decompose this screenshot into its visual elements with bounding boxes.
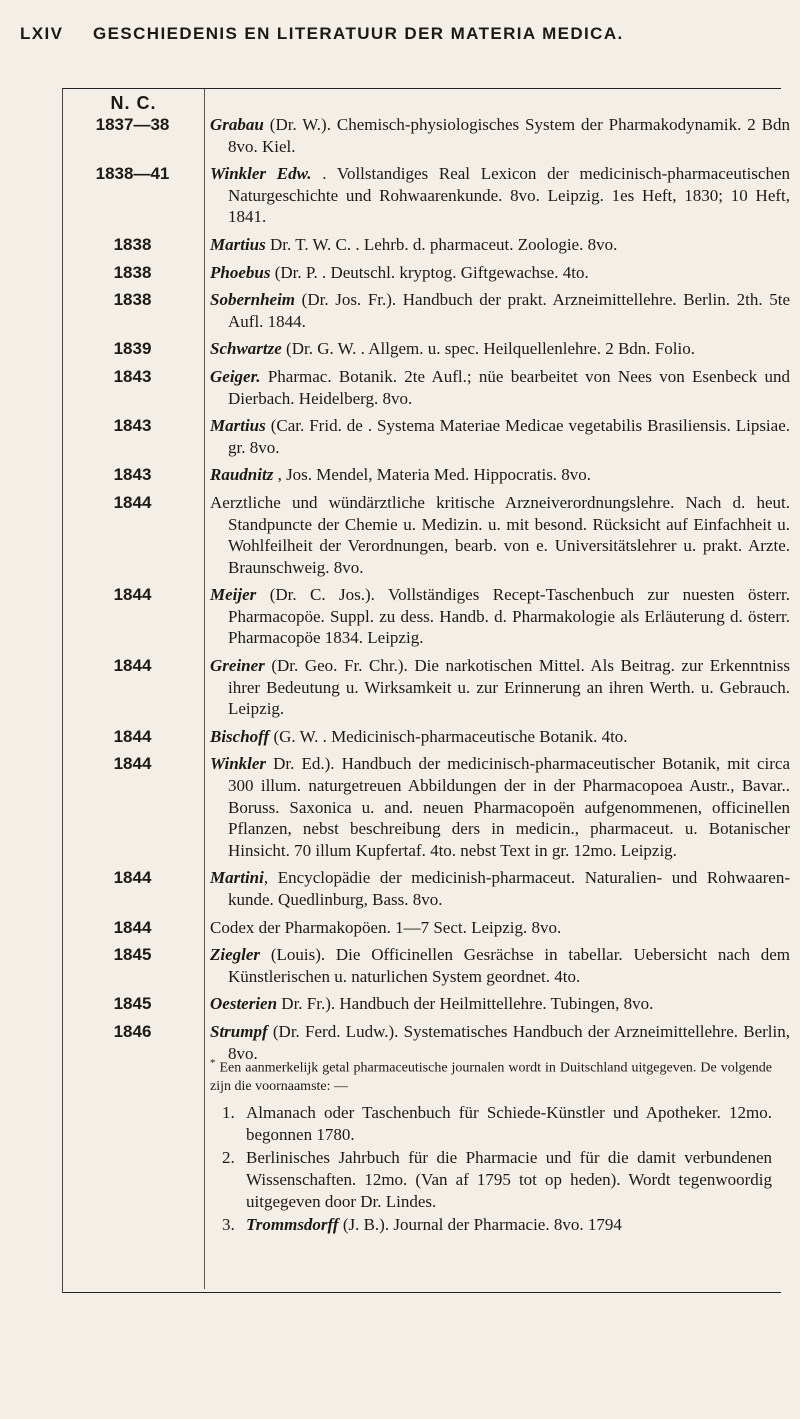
entry-description: (Dr. P. . Deutschl. kryptog. Giftgewachse. 4to.	[270, 262, 589, 282]
entry-text	[210, 944, 790, 987]
entry-author: Phoebus	[210, 262, 271, 282]
list-item	[210, 1214, 772, 1236]
entry-description: , Jos. Mendel, Materia Med. Hippocratis. 8vo.	[273, 465, 592, 485]
entry-description: (Car. Frid. de . Systema Materiae Medicae vegetabilis Brasiliensis. Lipsiae. gr. 8vo.	[228, 416, 790, 457]
entry-description: (Dr. Geo. Fr. Chr.). Die narkotischen Mittel. Als Beitrag. zur Erkenntniss ihrer Bedeutung u. Wirksamkeit u. zur Erinnerung an ihren Werth. u. Gebrauch. Leipzig.	[228, 656, 790, 719]
list-item-description: Berlinisches Jahrbuch für die Pharmacie und für die damit verbundenen Wissenschaften. 12mo. (Van af 1795 tot op heden). Wordt tegenwoordig uitgegeven door Dr. Lindes.	[246, 1148, 772, 1211]
entry-year: 1838	[113, 262, 152, 282]
list-item-description: (J. B.). Journal der Pharmacie. 8vo. 1794	[338, 1215, 622, 1234]
entry-text	[210, 917, 790, 939]
entry-description: Pharmac. Botanik. 2te Aufl.; nüe bearbeitet von Nees von Esenbeck und Dierbach. Heidelberg. 8vo.	[228, 366, 790, 408]
entry-year: 1843	[113, 416, 152, 436]
entry-year: 1844	[113, 492, 152, 512]
page-number: LXIV	[20, 24, 64, 43]
entry-author: Schwartze	[210, 339, 282, 359]
entry-text	[210, 366, 790, 409]
entry-year: 1838	[113, 290, 152, 310]
entry-year: 1844	[113, 656, 152, 676]
entry-text	[210, 338, 790, 360]
entry-description: , Encyclopädie der medicinish-pharmaceut. Naturalien- und Rohwaaren-kunde. Quedlinburg, Bass. 8vo.	[228, 868, 790, 909]
entry-author: Winkler	[210, 754, 267, 774]
entry-year: 1843	[113, 465, 152, 485]
table-row	[62, 867, 790, 910]
entry-description: Dr. T. W. C. . Lehrb. d. pharmaceut. Zoologie. 8vo.	[265, 234, 618, 254]
entry-author: Geiger.	[210, 366, 261, 386]
footnote-mark: *	[210, 1057, 216, 1069]
entry-text	[210, 753, 790, 861]
table-row	[62, 163, 791, 228]
table-row	[62, 584, 790, 649]
entry-author: Martius	[210, 416, 266, 436]
table-row	[62, 753, 790, 861]
entry-year: 1838	[113, 234, 152, 254]
entry-text	[210, 993, 790, 1015]
list-item	[210, 1147, 772, 1213]
list-item-text	[246, 1214, 772, 1236]
table-row	[62, 944, 790, 987]
entry-text	[210, 492, 790, 578]
table-row	[62, 366, 790, 409]
entry-year: 1844	[113, 726, 152, 746]
table-row	[62, 464, 780, 486]
table-row	[62, 726, 780, 748]
entry-description: Dr. Ed.). Handbuch der medicinisch-pharmaceutischer Botanik, mit circa 300 illum. naturgetreuen Abbildungen der in der Pharmacopoea Austr., Bavar.. Boruss. Saxonica u. and. neuen Pharmacopoën aufgenommenen, officinellen Pflanzen, nebst beschreibung ders in medicin., pharmaceut. u. Botanischer Hinsicht. 70 illum Kupfertaf. 4to. nebst Text in gr. 12mo. Leipzig.	[228, 754, 790, 860]
entry-text	[210, 415, 790, 458]
table-row	[62, 262, 780, 284]
list-item-number: 2.	[222, 1148, 235, 1167]
entry-author: Raudnitz	[210, 465, 274, 485]
entry-author: Greiner	[210, 656, 265, 676]
entry-text	[210, 163, 790, 228]
entry-author: Strumpf	[210, 1021, 268, 1041]
entry-description: (Dr. Jos. Fr.). Handbuch der prakt. Arzneimittellehre. Berlin. 2th. 5te Aufl. 1844.	[228, 290, 790, 331]
entry-year: 1845	[113, 994, 152, 1014]
footnote-text: Een aanmerkelijk getal pharmaceutische journalen wordt in Duitschland uitgegeven. De volgende zijn die voornaamste: —	[210, 1060, 773, 1094]
entry-year: 1844	[113, 868, 152, 888]
list-item-text	[246, 1102, 772, 1146]
page-title: GESCHIEDENIS EN LITERATUUR DER MATERIA MEDICA.	[93, 24, 624, 43]
entry-description: (Dr. C. Jos.). Vollständiges Recept-Taschenbuch zur nuesten österr. Pharmacopöe. Suppl. zu dess. Handb. d. Pharmakologie als Erläuterung d. österr. Pharmacopöe 1834. Leipzig.	[228, 585, 790, 648]
entry-year: 1843	[113, 366, 152, 386]
entry-description: (G. W. . Medicinisch-pharmaceutische Botanik. 4to.	[269, 726, 628, 746]
entry-author: Grabau	[210, 115, 264, 134]
table-row	[62, 993, 780, 1015]
entry-author: Sobernheim	[210, 290, 296, 310]
table-row	[62, 338, 780, 360]
list-item-author: Trommsdorff	[246, 1215, 339, 1234]
entry-text	[210, 867, 790, 910]
entry-text	[210, 584, 790, 649]
entry-description: (Dr. W.). Chemisch-physiologisches System der Pharmakodynamik. 2 Bdn 8vo. Kiel.	[228, 115, 790, 156]
table-row	[62, 655, 790, 720]
entry-author: Martius	[210, 234, 266, 254]
table-row	[62, 289, 790, 332]
table-row	[62, 917, 780, 939]
entry-year: 1839	[113, 339, 152, 359]
entry-author: Martini	[210, 868, 264, 888]
entry-text	[210, 262, 790, 284]
year-column-header: N. C.	[110, 93, 157, 113]
entry-description: (Dr. G. W. . Allgem. u. spec. Heilquellenlehre. 2 Bdn. Folio.	[281, 339, 695, 359]
entry-year: 1846	[113, 1021, 152, 1041]
entry-author: Meijer	[210, 585, 257, 605]
entry-author: Bischoff	[210, 726, 270, 746]
entry-description: Codex der Pharmakopöen. 1—7 Sect. Leipzig. 8vo.	[210, 917, 562, 937]
footnote	[210, 1054, 772, 1096]
table-row	[62, 492, 790, 578]
table-row	[62, 114, 790, 157]
entry-author: Winkler Edw.	[210, 164, 312, 184]
table-row	[62, 234, 780, 256]
entry-year: 1844	[113, 754, 152, 774]
entry-description: Dr. Fr.). Handbuch der Heilmittellehre. Tubingen, 8vo.	[277, 994, 654, 1014]
list-item	[210, 1102, 772, 1146]
entry-description: Aerztliche und wündärztliche kritische Arzneiverordnungslehre. Nach d. heut. Standpuncte der Chemie u. Medizin. u. mit besond. Rücksicht auf Einfachheit u. Wohlfeilheit der Verordnungen, bearb. von e. Universitätslehrer u. prakt. Arzte. Braunschweig. 8vo.	[210, 492, 790, 577]
entry-description: (Louis). Die Officinellen Gesrächse in tabellar. Uebersicht nach dem Künstlerischen u. naturlichen System geordnet. 4to.	[228, 945, 790, 986]
list-item-number: 3.	[222, 1215, 235, 1234]
journal-list	[210, 1102, 772, 1237]
entry-year: 1838—41	[95, 164, 170, 184]
entry-text	[210, 655, 790, 720]
entry-year: 1837—38	[95, 115, 170, 134]
table-row	[62, 415, 790, 458]
entry-author: Ziegler	[210, 945, 261, 965]
table-bottom-rule	[63, 1292, 781, 1293]
list-item-number: 1.	[222, 1103, 235, 1122]
list-item-description: Almanach oder Taschenbuch für Schiede-Künstler und Apotheker. 12mo. begonnen 1780.	[246, 1103, 772, 1144]
entry-year: 1845	[113, 945, 152, 965]
entry-text	[210, 289, 790, 332]
entry-description: . Vollstandiges Real Lexicon der medicinisch-pharmaceutischen Naturgeschichte und Rohwaarenkunde. 8vo. Leipzig. 1es Heft, 1830; 10 Heft, 1841.	[228, 164, 791, 227]
entry-year: 1844	[113, 917, 152, 937]
entry-text	[210, 726, 790, 748]
entry-text	[210, 114, 790, 157]
entry-list	[62, 114, 791, 1070]
list-item-text	[246, 1147, 772, 1213]
entry-author: Oesterien	[210, 994, 278, 1014]
entry-year: 1844	[113, 585, 152, 605]
entry-text	[210, 464, 790, 486]
entry-text	[210, 234, 790, 256]
entry-description: (Dr. Ferd. Ludw.). Systematisches Handbuch der Arzneimittellehre. Berlin, 8vo.	[228, 1021, 790, 1063]
